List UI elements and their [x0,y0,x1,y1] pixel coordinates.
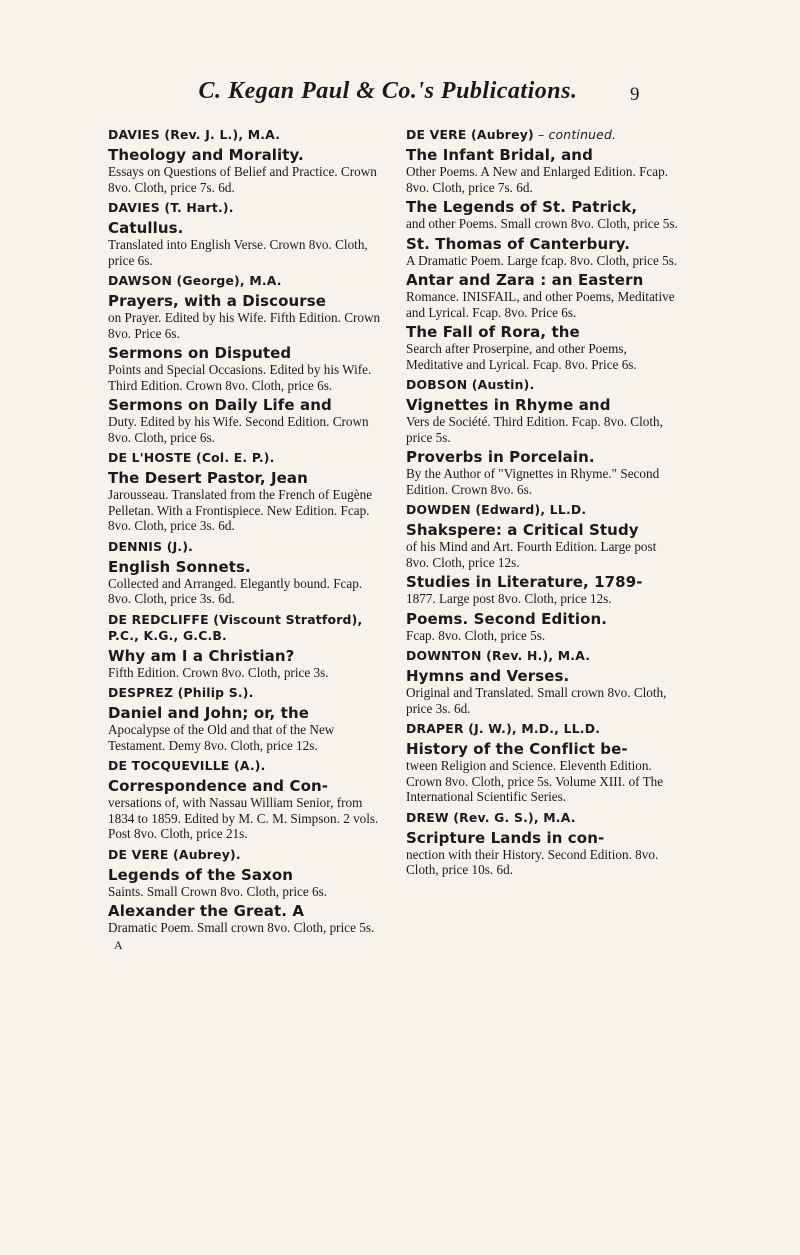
book-description: By the Author of "Vignettes in Rhyme." Second Edition. Crown 8vo. 6s. [406,466,660,497]
book-description: Fcap. 8vo. Cloth, price 5s. [406,627,546,643]
author-heading: DOWNTON (Rev. H.), M.A. [406,648,591,663]
book-description: nection with their History. Second Edition. 8vo. Cloth, price 10s. 6d. [406,846,659,877]
book-description: on Prayer. Edited by his Wife. Fifth Edition. Crown 8vo. Price 6s. [108,310,381,341]
catalogue-entry [108,758,382,842]
book-entry [406,574,680,607]
book-description: Search after Proserpine, and other Poems, Meditative and Lyrical. Fcap. 8vo. Price 6s. [406,341,637,372]
book-title: Antar and Zara : an Eastern [406,271,644,289]
book-title: Sermons on Disputed [108,344,292,362]
book-title: The Legends of St. Patrick, [406,198,638,216]
author-heading: DRAPER (J. W.), M.D., LL.D. [406,721,601,736]
book-description: Jarousseau. Translated from the French of Eugène Pelletan. With a Frontispiece. New Edition. Fcap. 8vo. Cloth, price 3s. 6d. [108,487,373,533]
header-title: C. Kegan Paul & Co.'s Publications. [198,78,578,104]
book-description: and other Poems. Small crown 8vo. Cloth, price 5s. [406,216,678,231]
author-heading: DE VERE (Aubrey). [108,846,241,862]
author-heading: DOWDEN (Edward), LL.D. [406,502,587,517]
book-entry [406,199,680,232]
book-title: Daniel and John; or, the [108,704,309,722]
catalogue-entry [406,377,680,497]
catalogue-entry [406,648,680,716]
author-heading: DESPREZ (Philip S.). [108,685,254,700]
book-entry [108,293,382,341]
book-entry [406,147,680,195]
book-description: Other Poems. A New and Enlarged Edition. Fcap. 8vo. Cloth, price 7s. 6d. [406,164,668,195]
book-entry [406,741,680,805]
book-description: A Dramatic Poem. Large fcap. 8vo. Cloth, price 5s. [406,252,678,268]
book-title: History of the Conflict be- [406,740,628,758]
left-column [108,122,382,953]
book-entry [406,272,680,320]
book-entry [108,220,382,268]
catalogue-entry [406,810,680,878]
catalogue-entry [108,200,382,268]
book-description: Vers de Société. Third Edition. Fcap. 8vo. Cloth, price 5s. [406,414,663,445]
catalogue-entry [108,539,382,607]
book-title: Vignettes in Rhyme and [406,396,611,414]
author-heading: DAVIES (Rev. J. L.), M.A. [108,127,281,142]
book-title: Catullus. [108,219,184,237]
author-heading: DAWSON (George), M.A. [108,273,282,288]
book-description: Apocalypse of the Old and that of the New Testament. Demy 8vo. Cloth, price 12s. [108,722,335,753]
book-entry [406,236,680,269]
running-header [108,78,668,108]
book-title: Prayers, with a Discourse [108,292,327,310]
book-title: The Desert Pastor, Jean [108,469,308,487]
catalogue-entry [406,721,680,805]
page-number: 9 [630,84,640,105]
author-heading: DAVIES (T. Hart.). [108,200,234,215]
author-heading: DENNIS (J.). [108,538,194,554]
book-entry [108,345,382,393]
author-heading: DE REDCLIFFE (Viscount Stratford), P.C., K.G., G.C.B. [108,611,363,643]
book-title: Theology and Morality. [108,146,304,164]
author-heading: DE TOCQUEVILLE (A.). [108,758,266,773]
book-title: The Infant Bridal, and [406,146,593,164]
author-heading: DOBSON (Austin). [406,377,535,392]
book-entry [108,147,382,195]
book-entry [406,522,680,570]
book-entry [108,705,382,753]
author-heading: DREW (Rev. G. S.), M.A. [406,809,576,825]
right-column [406,122,680,878]
book-entry [108,470,382,534]
book-description: Original and Translated. Small crown 8vo. Cloth, price 3s. 6d. [406,685,667,716]
book-title: Hymns and Verses. [406,667,570,685]
book-entry [108,903,382,936]
book-entry [108,397,382,445]
book-title: Alexander the Great. A [108,902,305,920]
book-title: Legends of the Saxon [108,865,294,884]
author-continued: – continued. [533,127,617,142]
book-title: Sermons on Daily Life and [108,396,332,414]
book-title: Why am I a Christian? [108,646,295,665]
book-title: St. Thomas of Canterbury. [406,234,631,253]
book-entry [406,397,680,445]
book-entry [406,668,680,716]
book-title: The Fall of Rora, the [406,323,580,341]
book-description: 1877. Large post 8vo. Cloth, price 12s. [406,591,612,606]
book-entry [108,867,382,900]
book-title: English Sonnets. [108,557,251,576]
book-description: Romance. INISFAIL, and other Poems, Meditative and Lyrical. Fcap. 8vo. Price 6s. [406,289,675,320]
catalogue-entry [108,450,382,534]
book-description: of his Mind and Art. Fourth Edition. Large post 8vo. Cloth, price 12s. [406,539,657,570]
book-title: Studies in Literature, 1789- [406,573,643,591]
author-heading: DE L'HOSTE (Col. E. P.). [108,450,275,465]
book-title: Correspondence and Con- [108,777,329,795]
book-description: versations of, with Nassau William Senior, from 1834 to 1859. Edited by M. C. M. Simpson. 2 vols. Post 8vo. Cloth, price 21s. [108,795,379,841]
catalogue-entry [406,127,680,372]
book-description: Saints. Small Crown 8vo. Cloth, price 6s. [108,883,328,899]
book-title: Poems. Second Edition. [406,609,608,628]
book-entry [406,830,680,878]
book-description: tween Religion and Science. Eleventh Edition. Crown 8vo. Cloth, price 5s. Volume XIII. of The International Scientific Series. [406,758,664,804]
signature-mark: A [114,937,123,952]
book-entry [406,611,680,644]
book-entry [108,648,382,681]
book-description: Dramatic Poem. Small crown 8vo. Cloth, price 5s. [108,920,375,935]
book-description: Collected and Arranged. Elegantly bound. Fcap. 8vo. Cloth, price 3s. 6d. [108,575,363,606]
catalogue-entry [108,127,382,195]
book-entry [406,449,680,497]
book-description: Points and Special Occasions. Edited by his Wife. Third Edition. Crown 8vo. Cloth, price 6s. [108,362,372,393]
author-heading: DE VERE (Aubrey) – continued. [406,127,617,142]
book-entry [108,559,382,607]
catalogue-entry [108,685,382,753]
book-title: Proverbs in Porcelain. [406,448,595,466]
catalogue-entry [406,502,680,643]
catalogue-entry [108,847,382,936]
book-description: Duty. Edited by his Wife. Second Edition. Crown 8vo. Cloth, price 6s. [108,414,369,445]
book-description: Essays on Questions of Belief and Practice. Crown 8vo. Cloth, price 7s. 6d. [108,164,377,195]
book-entry [406,324,680,372]
book-description: Fifth Edition. Crown 8vo. Cloth, price 3s. [108,664,329,680]
book-title: Scripture Lands in con- [406,828,605,847]
catalogue-entry [108,273,382,445]
book-title: Shakspere: a Critical Study [406,521,639,539]
book-description: Translated into English Verse. Crown 8vo. Cloth, price 6s. [108,237,368,268]
book-entry [108,778,382,842]
catalogue-entry [108,612,382,681]
